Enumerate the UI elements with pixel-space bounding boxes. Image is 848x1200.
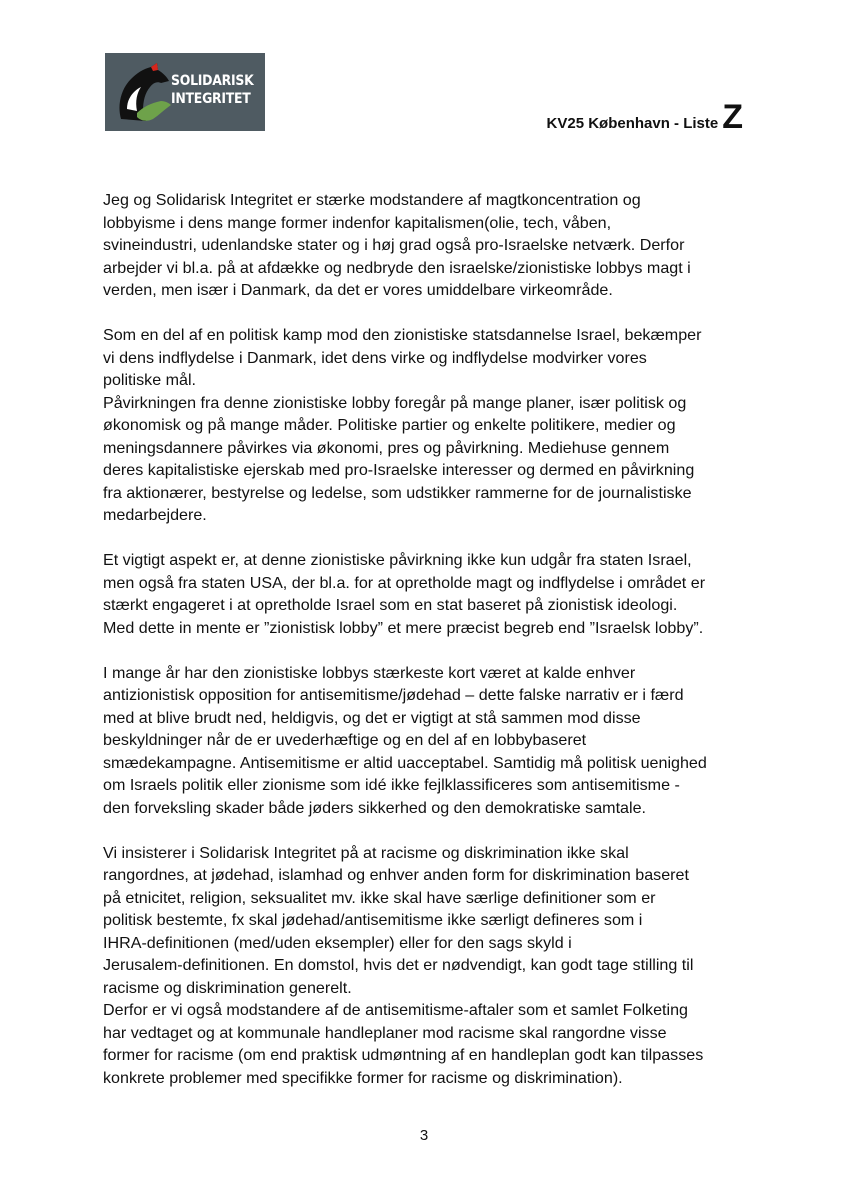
text-line: Et vigtigt aspekt er, at denne zionistiske påvirkning ikke kun udgår fra staten Israel, (103, 551, 692, 569)
text-line: konkrete problemer med specifikke former for racisme og diskrimination). (103, 1068, 623, 1087)
text-line: fra aktionærer, bestyrelse og ledelse, som udstikker rammerne for de journalistiske (103, 483, 692, 502)
text-line: Påvirkningen fra denne zionistiske lobby foregår på mange planer, især politisk og (103, 393, 687, 412)
text-line: stærkt engageret i at opretholde Israel som en stat baseret på zionistisk ideologi. (103, 596, 678, 614)
list-label: KV25 København - Liste (546, 115, 719, 132)
text-line: på etnicitet, religion, seksualitet mv. ikke skal have særlige definitioner som er (103, 888, 656, 907)
text-line: Med dette in mente er ”zionistisk lobby” et mere præcist begreb end ”Israelsk lobby”. (103, 618, 704, 637)
text-line: Som en del af en politisk kamp mod den zionistiske statsdannelse Israel, bekæmper (103, 326, 702, 344)
logo-line-2: INTEGRITET (171, 91, 251, 107)
text-line: antizionistisk opposition for antisemitisme/jødehad – dette falske narrativ er i færd (103, 686, 684, 704)
paragraph-influence (103, 392, 748, 527)
text-line: Derfor er vi også modstandere af de antisemitisme-aftaler som et samlet Folketing (103, 1001, 688, 1019)
list-letter: Z (722, 98, 743, 136)
text-line: smædekampagne. Antisemitisme er altid uacceptabel. Samtidig må politisk uenighed (103, 753, 707, 772)
text-line: deres kapitalistiske ejerskab med pro-Israelske interesser og dermed en påvirkning (103, 461, 695, 479)
paragraph-political-struggle (103, 324, 748, 392)
text-line: men også fra staten USA, der bl.a. for at opretholde magt og indflydelse i området er (103, 573, 706, 592)
paragraph-lobbyism (103, 189, 748, 302)
party-emblem-icon (113, 61, 171, 123)
logo-line-1: SOLIDARISK (171, 73, 254, 89)
text-line: politisk bestemte, fx skal jødehad/antisemitisme ikke særligt defineres som i (103, 911, 643, 929)
text-line: rangordnes, at jødehad, islamhad og enhver anden form for diskrimination baseret (103, 866, 689, 884)
text-line: medarbejdere. (103, 506, 207, 524)
page-number: 3 (419, 1127, 429, 1144)
document-body (103, 189, 748, 1089)
text-line: Jerusalem-definitionen. En domstol, hvis det er nødvendigt, kan godt tage stilling til (103, 956, 694, 974)
logo-wordmark (171, 72, 253, 108)
paragraph-discrimination (103, 842, 748, 1000)
text-line: har vedtaget og at kommunale handleplaner mod racisme skal rangordne visse (103, 1023, 667, 1042)
solidarisk-integritet-logo (105, 53, 265, 131)
text-line: vi dens indflydelse i Danmark, idet dens virke og indflydelse modvirker vores (103, 348, 647, 367)
election-list-header (547, 100, 743, 134)
text-line: IHRA-definitionen (med/uden eksempler) eller for den sags skyld i (103, 933, 572, 952)
text-line: Vi insisterer i Solidarisk Integritet på at racisme og diskrimination ikke skal (103, 843, 629, 862)
paragraph-antisemitism-narrative (103, 662, 748, 820)
text-line: verden, men især i Danmark, da det er vores umiddelbare virkeområde. (103, 281, 613, 299)
text-line: arbejder vi bl.a. på at afdække og nedbryde den israelske/zionistiske lobbys magt i (103, 258, 691, 277)
text-line: politiske mål. (103, 371, 197, 389)
text-line: Jeg og Solidarisk Integritet er stærke modstandere af magtkoncentration og (103, 191, 641, 209)
text-line: om Israels politik eller zionisme som idé ikke fejlklassificeres som antisemitisme - (103, 776, 680, 794)
text-line: den forveksling skader både jøders sikkerhed og den demokratiske samtale. (103, 798, 646, 817)
text-line: I mange år har den zionistiske lobbys stærkeste kort været at kalde enhver (103, 663, 636, 682)
paragraph-agreements (103, 999, 748, 1089)
text-line: beskyldninger når de er uvederhæftige og en del af en lobbybaseret (103, 731, 587, 749)
text-line: meningsdannere påvirkes via økonomi, pres og påvirkning. Mediehuse gennem (103, 438, 670, 457)
text-line: svineindustri, udenlandske stater og i høj grad også pro-Israelske netværk. Derfor (103, 236, 685, 254)
text-line: racisme og diskrimination generelt. (103, 978, 352, 997)
text-line: lobbyisme i dens mange former indenfor kapitalismen(olie, tech, våben, (103, 213, 612, 232)
text-line: økonomisk og på mange måder. Politiske partier og enkelte politikere, medier og (103, 416, 676, 434)
text-line: med at blive brudt ned, heldigvis, og det er vigtigt at stå sammen mod disse (103, 708, 641, 727)
paragraph-usa-aspect (103, 549, 748, 639)
text-line: former for racisme (om end praktisk udmøntning af en handleplan godt kan tilpasses (103, 1046, 704, 1064)
